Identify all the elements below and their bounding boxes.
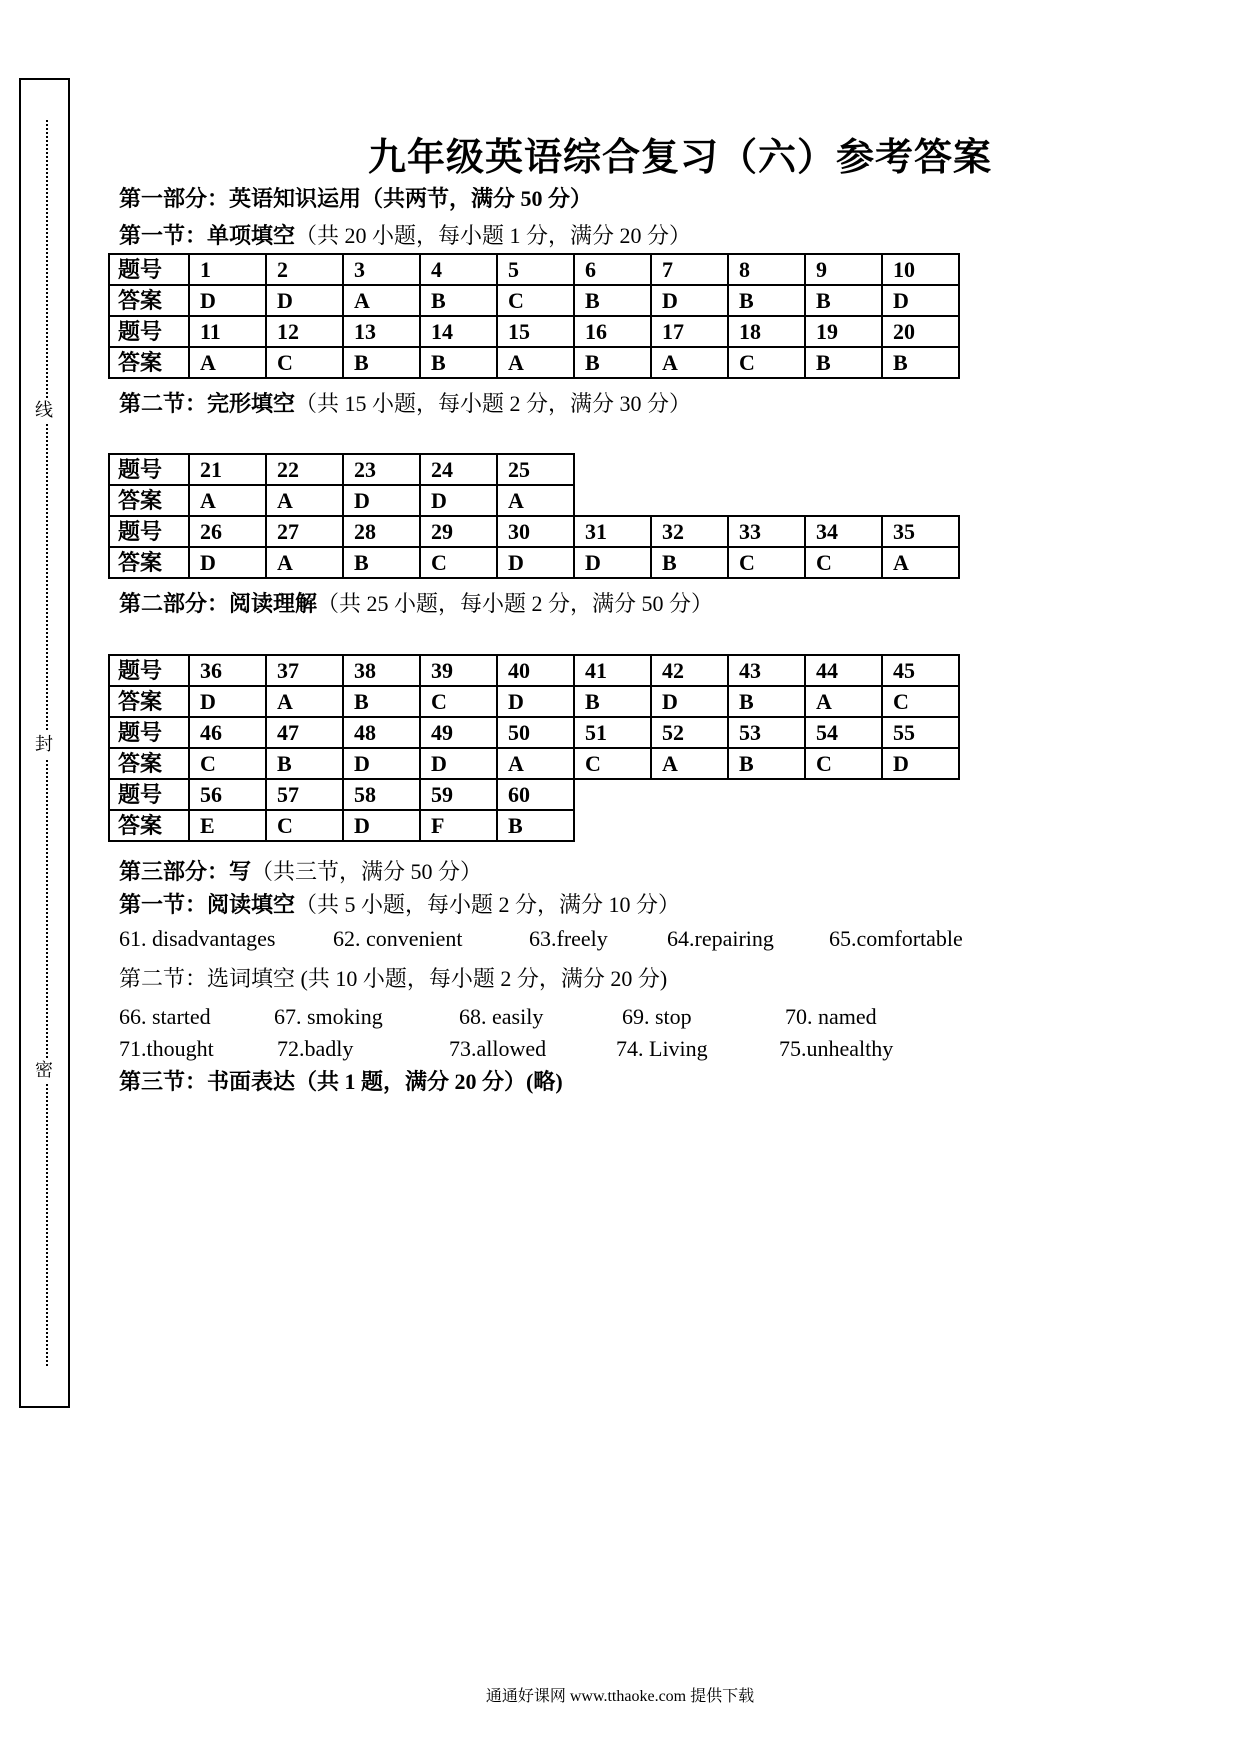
sec-title: 第三部分：写 <box>119 859 252 884</box>
table-row <box>109 254 959 285</box>
question-number-cell: 48 <box>343 717 420 748</box>
table-row <box>109 655 959 686</box>
answer-cell: A <box>189 485 266 516</box>
question-number-cell: 38 <box>343 655 420 686</box>
answer-cell: D <box>343 485 420 516</box>
answer-cell: B <box>343 347 420 378</box>
answer-71: 71.thought <box>119 1036 214 1061</box>
answer-label: 答案 <box>109 347 189 378</box>
table-row <box>109 516 959 547</box>
answer-cell: C <box>882 686 959 717</box>
answer-label: 答案 <box>109 547 189 578</box>
answer-cell: B <box>420 347 497 378</box>
answer-cell: D <box>651 285 728 316</box>
answer-68: 68. easily <box>459 1004 544 1029</box>
answer-cell: D <box>882 748 959 779</box>
question-number-cell: 54 <box>805 717 882 748</box>
question-number-cell: 1 <box>189 254 266 285</box>
answer-74: 74. Living <box>616 1036 708 1061</box>
answer-cell: A <box>266 547 343 578</box>
answer-cell: B <box>805 347 882 378</box>
sec-note: （共 5 小题，每小题 2 分，满分 10 分） <box>295 892 681 917</box>
question-number-cell: 55 <box>882 717 959 748</box>
question-number-cell: 24 <box>420 454 497 485</box>
answer-cell: C <box>728 547 805 578</box>
answer-cell: D <box>343 810 420 841</box>
answer-table-2 <box>108 453 960 579</box>
question-number-cell: 10 <box>882 254 959 285</box>
answer-cell: B <box>805 285 882 316</box>
question-number-cell: 30 <box>497 516 574 547</box>
question-number-cell: 47 <box>266 717 343 748</box>
answer-cell: B <box>266 748 343 779</box>
answer-cell: B <box>574 347 651 378</box>
question-number-cell: 8 <box>728 254 805 285</box>
question-number-cell: 6 <box>574 254 651 285</box>
answer-cell: D <box>497 686 574 717</box>
question-number-cell: 14 <box>420 316 497 347</box>
answer-cell: C <box>420 547 497 578</box>
answer-cell: B <box>420 285 497 316</box>
answer-63: 63.freely <box>529 926 608 951</box>
answer-cell: D <box>497 547 574 578</box>
question-number-cell: 40 <box>497 655 574 686</box>
answer-cell: C <box>420 686 497 717</box>
answer-cell: A <box>651 347 728 378</box>
part2-heading <box>119 590 713 618</box>
question-number-cell: 49 <box>420 717 497 748</box>
table-row <box>109 779 959 810</box>
answer-70: 70. named <box>785 1004 877 1029</box>
question-number-cell: 29 <box>420 516 497 547</box>
table-row <box>109 454 959 485</box>
answer-cell: B <box>574 285 651 316</box>
answer-cell: C <box>266 347 343 378</box>
table-row <box>109 686 959 717</box>
question-number-cell: 23 <box>343 454 420 485</box>
question-number-cell: 2 <box>266 254 343 285</box>
answer-cell: B <box>651 547 728 578</box>
answer-cell: A <box>266 686 343 717</box>
table-row <box>109 810 959 841</box>
answer-cell: C <box>574 748 651 779</box>
question-number-cell: 9 <box>805 254 882 285</box>
answer-67: 67. smoking <box>274 1004 383 1029</box>
answer-table-1 <box>108 253 960 379</box>
margin-char-secret: 密 <box>30 1058 58 1084</box>
answer-cell: B <box>882 347 959 378</box>
question-number-cell: 4 <box>420 254 497 285</box>
question-number-cell: 7 <box>651 254 728 285</box>
table-row <box>109 485 959 516</box>
question-number-cell: 36 <box>189 655 266 686</box>
answer-cell: A <box>497 485 574 516</box>
answer-table-3 <box>108 654 960 842</box>
answer-cell: D <box>189 285 266 316</box>
question-number-cell: 33 <box>728 516 805 547</box>
answer-cell: D <box>574 547 651 578</box>
answer-cell: A <box>651 748 728 779</box>
question-number-cell: 27 <box>266 516 343 547</box>
answer-61: 61. disadvantages <box>119 926 276 951</box>
answer-cell: B <box>728 686 805 717</box>
question-number-cell: 51 <box>574 717 651 748</box>
answer-cell: D <box>651 686 728 717</box>
answer-65: 65.comfortable <box>829 926 963 951</box>
question-number-cell: 53 <box>728 717 805 748</box>
question-number-label: 题号 <box>109 454 189 485</box>
question-number-label: 题号 <box>109 254 189 285</box>
question-number-label: 题号 <box>109 316 189 347</box>
answer-cell: F <box>420 810 497 841</box>
question-number-cell: 57 <box>266 779 343 810</box>
footer-source: 通通好课网 www.tthaoke.com 提供下载 <box>485 1688 755 1705</box>
question-number-cell: 37 <box>266 655 343 686</box>
question-number-cell: 18 <box>728 316 805 347</box>
question-number-cell: 12 <box>266 316 343 347</box>
answer-cell: A <box>497 748 574 779</box>
question-number-cell: 35 <box>882 516 959 547</box>
question-number-cell: 50 <box>497 717 574 748</box>
question-number-label: 题号 <box>109 779 189 810</box>
question-number-cell: 13 <box>343 316 420 347</box>
answer-cell: A <box>343 285 420 316</box>
table-row <box>109 285 959 316</box>
answer-cell: D <box>266 285 343 316</box>
answer-cell: D <box>189 547 266 578</box>
answer-cell: B <box>343 686 420 717</box>
answer-cell: C <box>497 285 574 316</box>
answer-cell: D <box>420 748 497 779</box>
answer-cell: B <box>497 810 574 841</box>
answer-cell: C <box>805 748 882 779</box>
question-number-cell: 17 <box>651 316 728 347</box>
question-number-label: 题号 <box>109 516 189 547</box>
question-number-cell: 52 <box>651 717 728 748</box>
sec-title: 第二部分：阅读理解 <box>119 591 318 616</box>
sec-note: （共 20 小题，每小题 1 分，满分 20 分） <box>295 223 692 248</box>
question-number-cell: 43 <box>728 655 805 686</box>
answer-label: 答案 <box>109 285 189 316</box>
answer-label: 答案 <box>109 485 189 516</box>
question-number-cell: 5 <box>497 254 574 285</box>
question-number-cell: 56 <box>189 779 266 810</box>
sec-title: 第一节：阅读填空 <box>119 892 296 917</box>
question-number-cell: 42 <box>651 655 728 686</box>
question-number-cell: 59 <box>420 779 497 810</box>
question-number-cell: 39 <box>420 655 497 686</box>
question-number-cell: 60 <box>497 779 574 810</box>
table-row <box>109 717 959 748</box>
answer-label: 答案 <box>109 748 189 779</box>
binding-margin <box>19 78 70 1408</box>
answer-66: 66. started <box>119 1004 211 1029</box>
answer-cell: A <box>497 347 574 378</box>
question-number-cell: 19 <box>805 316 882 347</box>
part3-heading <box>119 858 482 886</box>
answer-cell: C <box>266 810 343 841</box>
question-number-label: 题号 <box>109 717 189 748</box>
question-number-cell: 58 <box>343 779 420 810</box>
answer-cell: A <box>882 547 959 578</box>
question-number-cell: 41 <box>574 655 651 686</box>
margin-char-seal: 封 <box>30 732 58 758</box>
answer-73: 73.allowed <box>449 1036 547 1061</box>
answer-cell: C <box>805 547 882 578</box>
question-number-cell: 31 <box>574 516 651 547</box>
table-row <box>109 748 959 779</box>
question-number-cell: 3 <box>343 254 420 285</box>
sec-note: （共三节，满分 50 分） <box>251 859 483 884</box>
part1-sec2-heading <box>119 390 691 418</box>
question-number-cell: 21 <box>189 454 266 485</box>
answer-label: 答案 <box>109 810 189 841</box>
answer-cell: E <box>189 810 266 841</box>
answer-75: 75.unhealthy <box>779 1036 894 1061</box>
page-title: 九年级英语综合复习（六）参考答案 <box>367 135 992 179</box>
answer-cell: D <box>343 748 420 779</box>
question-number-cell: 45 <box>882 655 959 686</box>
answer-cell: A <box>805 686 882 717</box>
question-number-cell: 32 <box>651 516 728 547</box>
answer-cell: C <box>728 347 805 378</box>
answer-62: 62. convenient <box>333 926 463 951</box>
question-number-cell: 28 <box>343 516 420 547</box>
question-number-cell: 20 <box>882 316 959 347</box>
part3-sec1-heading <box>119 891 680 919</box>
part3-sec2-heading: 第二节：选词填空 (共 10 小题，每小题 2 分，满分 20 分) <box>119 966 668 991</box>
answer-64: 64.repairing <box>667 926 774 951</box>
answer-cell: B <box>574 686 651 717</box>
answer-69: 69. stop <box>622 1004 692 1029</box>
answer-label: 答案 <box>109 686 189 717</box>
sec-note: （共 25 小题，每小题 2 分，满分 50 分） <box>317 591 714 616</box>
question-number-cell: 11 <box>189 316 266 347</box>
part1-sec1-heading <box>119 222 691 250</box>
answer-cell: B <box>343 547 420 578</box>
question-number-cell: 46 <box>189 717 266 748</box>
answer-cell: B <box>728 285 805 316</box>
answer-72: 72.badly <box>277 1036 354 1061</box>
question-number-cell: 16 <box>574 316 651 347</box>
table-row <box>109 547 959 578</box>
sec-title: 第二节：完形填空 <box>119 391 296 416</box>
part3-sec3-heading: 第三节：书面表达（共 1 题，满分 20 分）(略) <box>119 1069 563 1094</box>
question-number-cell: 25 <box>497 454 574 485</box>
answer-cell: D <box>420 485 497 516</box>
sec-title: 第一节：单项填空 <box>119 223 296 248</box>
answer-cell: B <box>728 748 805 779</box>
table-row <box>109 347 959 378</box>
part1-heading: 第一部分：英语知识运用（共两节，满分 50 分） <box>119 186 593 211</box>
question-number-cell: 34 <box>805 516 882 547</box>
answer-cell: D <box>189 686 266 717</box>
answer-cell: C <box>189 748 266 779</box>
table-row <box>109 316 959 347</box>
answer-cell: A <box>266 485 343 516</box>
margin-char-line: 线 <box>30 398 58 424</box>
question-number-label: 题号 <box>109 655 189 686</box>
question-number-cell: 44 <box>805 655 882 686</box>
answer-cell: A <box>189 347 266 378</box>
sec-note: （共 15 小题，每小题 2 分，满分 30 分） <box>295 391 692 416</box>
question-number-cell: 22 <box>266 454 343 485</box>
question-number-cell: 15 <box>497 316 574 347</box>
answer-cell: D <box>882 285 959 316</box>
question-number-cell: 26 <box>189 516 266 547</box>
